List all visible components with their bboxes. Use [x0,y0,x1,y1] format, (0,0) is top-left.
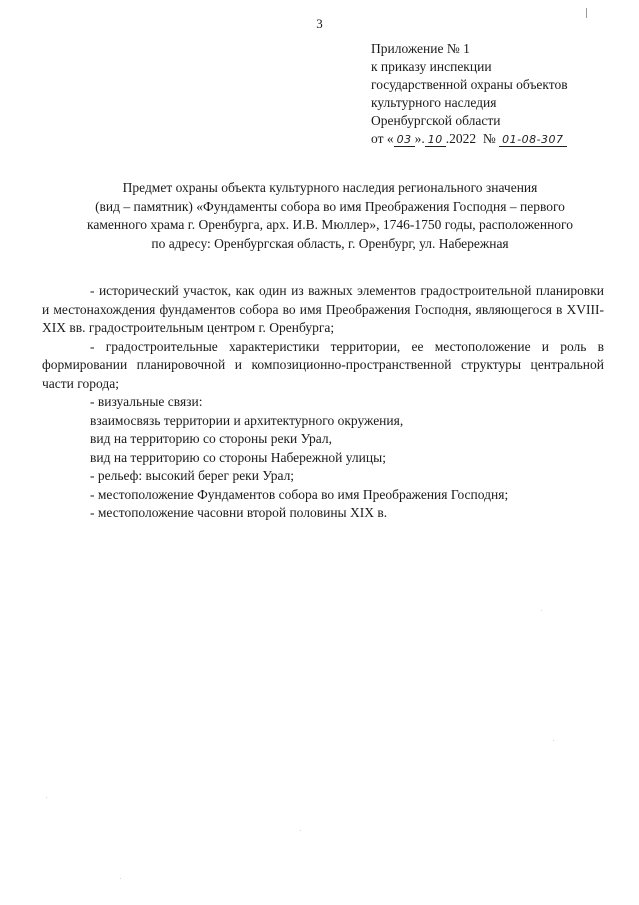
page-number: 3 [316,16,323,31]
scan-edge-mark [586,8,587,18]
annex-date-line [371,130,631,148]
title-line-1: Предмет охраны объекта культурного наследия регионального значения [122,180,538,195]
scan-speck [300,830,301,831]
list-item-chapel-location: - местоположение часовни второй половины XIX в. [90,505,388,520]
date-mid: ». [414,131,425,146]
visual-link-environment: взаимосвязь территории и архитектурного окружения, [90,412,404,428]
number-prefix: № [482,131,496,146]
annex-line-1: Приложение № 1 [371,41,470,56]
annex-line-5: Оренбургской области [371,113,501,128]
document-title [40,179,620,253]
list-item-historic-site: - исторический участок, как один из важных элементов градостроительной планировки и местонахождения фундаментов собора во имя Преображения Господня, являющегося в XVIII-XIX вв. градостроительным центром г. Оренбурга; [42,283,604,335]
date-day-handwritten: 03 [394,133,415,147]
date-prefix: от « [371,131,394,146]
title-line-3: каменного храма г. Оренбурга, арх. И.В. Мюллер», 1746-1750 годы, расположенного [86,217,573,232]
annex-line-4: культурного наследия [371,95,497,110]
date-month-handwritten: 10 [425,133,446,147]
scan-speck [120,878,121,879]
list-item-visual-links: - визуальные связи: [90,394,203,409]
annex-header [371,40,631,148]
scan-speck [46,797,47,798]
visual-link-from-river: вид на территорию со стороны реки Урал, [90,431,332,446]
annex-line-3: государственной охраны объектов [371,77,568,92]
protection-subject-list [42,282,604,523]
title-line-2: (вид – памятник) «Фундаменты собора во имя Преображения Господня – первого [95,198,565,214]
title-line-4: по адресу: Оренбургская область, г. Оренбург, ул. Набережная [151,235,509,251]
visual-link-from-street: вид на территорию со стороны Набережной улицы; [90,449,386,465]
list-item-relief: - рельеф: высокий берег реки Урал; [90,468,295,483]
order-number-handwritten: 01-08-307 [499,133,566,147]
scan-speck [553,740,554,741]
scan-speck [541,610,542,611]
date-year: .2022 [445,131,477,146]
list-item-foundations-location: - местоположение Фундаментов собора во имя Преображения Господня; [90,486,509,502]
list-item-urban-characteristics: - градостроительные характеристики территории, ее местоположение и роль в формировании планировочной и композиционно-пространственной структуры центральной части города; [42,338,604,391]
annex-line-2: к приказу инспекции [371,59,492,74]
